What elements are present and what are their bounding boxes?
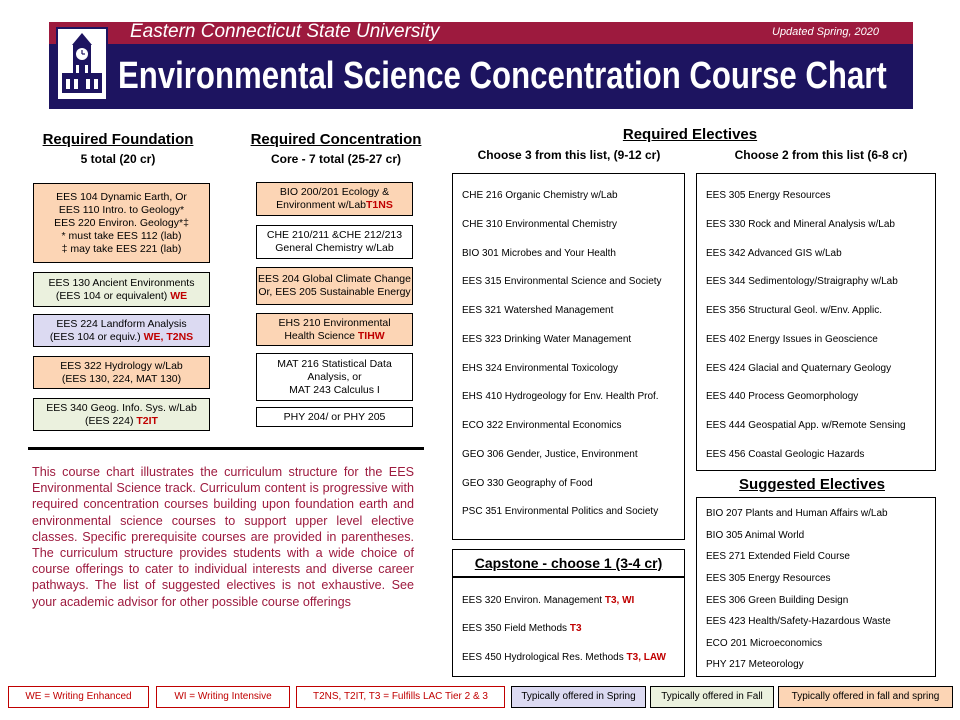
course-tag: T3 <box>569 623 582 634</box>
course-tag: TIHW <box>357 329 385 342</box>
list-item: BIO 207 Plants and Human Affairs w/Lab <box>706 508 888 519</box>
concentration-course-box <box>256 182 413 216</box>
list-item: EES 330 Rock and Mineral Analysis w/Lab <box>706 219 895 230</box>
course-line: EES 104 Dynamic Earth, Or <box>56 190 187 203</box>
list-item: EES 456 Coastal Geologic Hazards <box>706 449 865 460</box>
course-line: PHY 204/ or PHY 205 <box>283 410 386 423</box>
list-item: EES 423 Health/Safety-Hazardous Waste <box>706 616 891 627</box>
course-line: MAT 243 Calculus I <box>289 383 380 396</box>
list-item: EES 323 Drinking Water Management <box>462 334 632 345</box>
suggested-heading: Suggested Electives <box>739 476 885 493</box>
course-line: Environment w/Lab <box>276 199 367 211</box>
concentration-course-box <box>256 267 413 305</box>
course-note: ‡ may take EES 221 (lab) <box>61 242 182 255</box>
list-item: PHY 217 Meteorology <box>706 659 804 670</box>
foundation-course-box <box>33 183 210 263</box>
electives-list1 <box>452 173 685 540</box>
description-paragraph: This course chart illustrates the curriculum structure for the EES Environmental Science track. Curriculum content is progressive with required concentration courses building upon foundation earth and environmental science courses to support upper level elective classes. Specific prerequisite courses are provided in parentheses. The curriculum structure provides students with a wide choice of course offerings to cater to individual interests and diverse career pathways. The list of suggested electives is not exhaustive. See your academic advisor for other possible course offerings <box>32 465 414 609</box>
capstone-course: EES 320 Environ. Management <box>462 595 605 606</box>
list-item: CHE 310 Environmental Chemistry <box>462 219 618 230</box>
list-item: BIO 305 Animal World <box>706 530 805 541</box>
course-line: EES 204 Global Climate Change <box>258 273 411 285</box>
list-item: EES 440 Process Geomorphology <box>706 391 859 402</box>
course-line: EES 340 Geog. Info. Sys. w/Lab <box>46 401 197 414</box>
list-item: PSC 351 Environmental Politics and Society <box>462 506 659 517</box>
legend-fall-and-spring: Typically offered in fall and spring <box>778 686 953 708</box>
course-line: EES 224 Landform Analysis <box>56 317 187 330</box>
foundation-course-box <box>33 398 210 431</box>
electives-heading: Required Electives <box>622 126 758 143</box>
concentration-heading: Required Concentration <box>250 131 422 148</box>
course-line: Health Science <box>284 329 355 342</box>
electives-list2-heading: Choose 2 from this list (6-8 cr) <box>734 148 908 162</box>
updated-date: Updated Spring, 2020 <box>772 26 880 38</box>
course-prereq: (EES 104 or equiv.) <box>49 330 141 343</box>
list-item: EES 342 Advanced GIS w/Lab <box>706 248 842 259</box>
concentration-course-box <box>256 407 413 427</box>
legend-writing-intensive: WI = Writing Intensive <box>156 686 290 708</box>
foundation-course-box <box>33 272 210 307</box>
list-item: EES 306 Green Building Design <box>706 595 849 606</box>
foundation-course-box <box>33 314 210 347</box>
course-tag: WE, T2NS <box>143 330 194 343</box>
university-name: Eastern Connecticut State University <box>130 21 440 42</box>
list-item: EES 315 Environmental Science and Society <box>462 276 662 287</box>
course-line: EES 322 Hydrology w/Lab <box>60 359 183 372</box>
concentration-course-box <box>256 353 413 401</box>
capstone-list <box>452 577 685 677</box>
capstone-course: EES 450 Hydrological Res. Methods <box>462 652 627 663</box>
legend-writing-enhanced: WE = Writing Enhanced <box>8 686 149 708</box>
course-prereq: (EES 130, 224, MAT 130) <box>61 372 182 385</box>
list-item: EES 402 Energy Issues in Geoscience <box>706 334 878 345</box>
course-line: EHS 210 Environmental <box>278 316 391 329</box>
page-title: Environmental Science Concentration Course Chart <box>118 55 887 97</box>
capstone-course: EES 350 Field Methods <box>462 623 570 634</box>
list-item <box>462 623 582 634</box>
legend-lac-tiers: T2NS, T2IT, T3 = Fulfills LAC Tier 2 & 3 <box>296 686 505 708</box>
course-line: Or, EES 205 Sustainable Energy <box>258 286 411 298</box>
list-item: CHE 216 Organic Chemistry w/Lab <box>462 190 618 201</box>
course-prereq: (EES 224) <box>85 414 134 427</box>
course-line: EES 130 Ancient Environments <box>48 276 195 289</box>
list-item: GEO 306 Gender, Justice, Environment <box>462 449 638 460</box>
section-divider <box>28 447 424 450</box>
concentration-course-box <box>256 225 413 259</box>
electives-list1-heading: Choose 3 from this list, (9-12 cr) <box>477 148 661 162</box>
foundation-subheading: 5 total (20 cr) <box>80 152 156 166</box>
course-note: * must take EES 112 (lab) <box>61 229 182 242</box>
course-tag: T3, WI <box>604 595 635 606</box>
course-line: General Chemistry w/Lab <box>275 242 394 254</box>
list-item: EES 271 Extended Field Course <box>706 551 850 562</box>
suggested-list <box>696 497 936 677</box>
course-line: EES 220 Environ. Geology*‡ <box>54 216 189 229</box>
course-prereq: (EES 104 or equivalent) <box>55 289 168 302</box>
course-tag: WE <box>170 289 188 302</box>
list-item: EES 305 Energy Resources <box>706 573 831 584</box>
electives-list2 <box>696 173 936 471</box>
list-item: EES 321 Watershed Management <box>462 305 614 316</box>
course-line: EES 110 Intro. to Geology* <box>58 203 185 216</box>
list-item <box>462 595 634 606</box>
capstone-heading: Capstone - choose 1 (3-4 cr) <box>452 549 685 577</box>
list-item: EHS 410 Hydrogeology for Env. Health Prof. <box>462 391 659 402</box>
course-tag: T3, LAW <box>626 652 666 663</box>
list-item: EES 356 Structural Geol. w/Env. Applic. <box>706 305 883 316</box>
course-tag: T1NS <box>366 199 393 211</box>
legend-spring: Typically offered in Spring <box>511 686 646 708</box>
concentration-course-box <box>256 313 413 346</box>
list-item: BIO 301 Microbes and Your Health <box>462 248 616 259</box>
list-item: EES 344 Sedimentology/Straigraphy w/Lab <box>706 276 898 287</box>
list-item: EES 305 Energy Resources <box>706 190 831 201</box>
foundation-course-box <box>33 356 210 389</box>
list-item: EES 424 Glacial and Quaternary Geology <box>706 363 892 374</box>
course-line: Analysis, or <box>307 370 362 383</box>
list-item <box>462 652 666 663</box>
course-line: MAT 216 Statistical Data <box>277 357 392 370</box>
list-item: GEO 330 Geography of Food <box>462 478 593 489</box>
clock-tower-icon <box>56 27 108 101</box>
list-item: EES 444 Geospatial App. w/Remote Sensing <box>706 420 906 431</box>
course-line: CHE 210/211 &CHE 212/213 <box>266 229 403 241</box>
course-line: BIO 200/201 Ecology & <box>279 186 390 198</box>
list-item: ECO 322 Environmental Economics <box>462 420 622 431</box>
foundation-heading: Required Foundation <box>42 131 194 148</box>
list-item: ECO 201 Microeconomics <box>706 638 823 649</box>
list-item: EHS 324 Environmental Toxicology <box>462 363 619 374</box>
course-tag: T2IT <box>136 414 158 427</box>
concentration-subheading: Core - 7 total (25-27 cr) <box>270 152 402 166</box>
legend-fall: Typically offered in Fall <box>650 686 774 708</box>
